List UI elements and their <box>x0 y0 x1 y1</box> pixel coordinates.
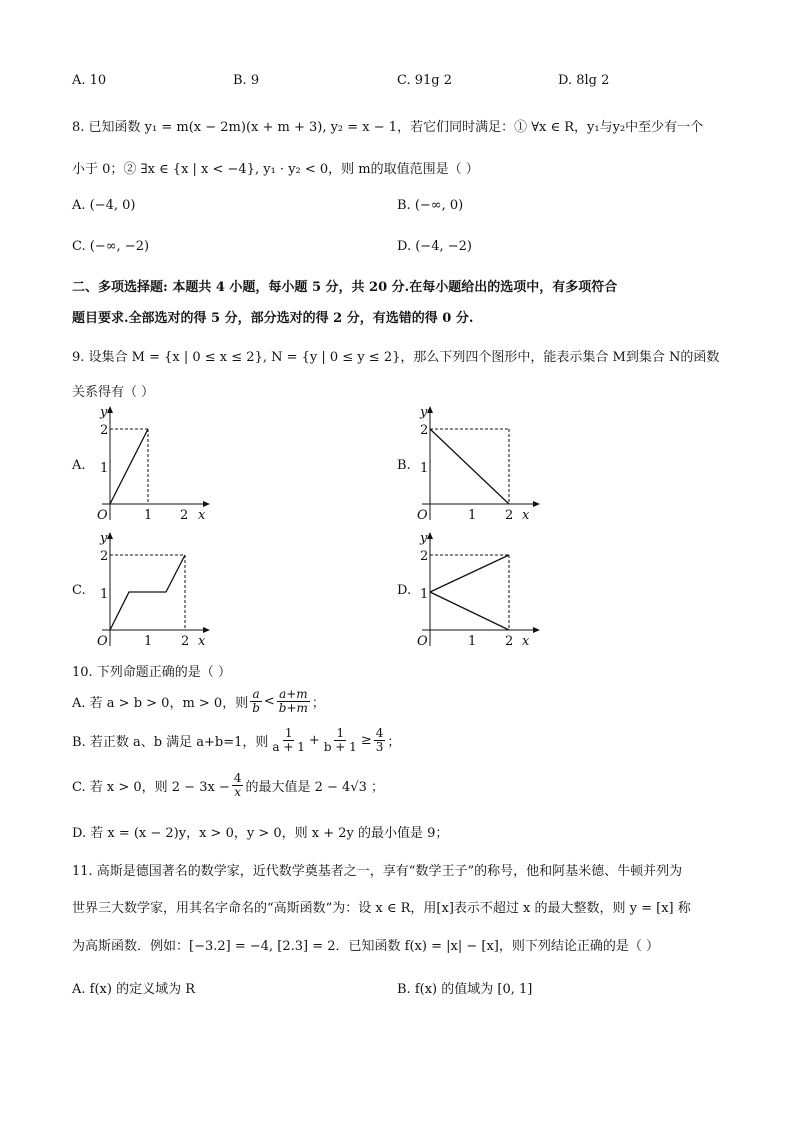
q8-stem-line2: 小于 0；② ∃x ∈ {x | x < −4}, y₁ · y₂ < 0，则 m的取值范围是（ ） <box>72 162 479 177</box>
q10-a-prefix: A. 若 a > b > 0，m > 0，则 <box>72 696 249 712</box>
q8-option-b: B. (−∞, 0) <box>397 198 464 213</box>
function-graph <box>110 555 185 630</box>
q7-option-a: A. 10 <box>72 73 107 88</box>
svg-text:1: 1 <box>144 634 153 649</box>
svg-text:2: 2 <box>181 634 190 649</box>
svg-text:O: O <box>417 508 428 523</box>
q9-stem-line1: 9. 设集合 M = {x | 0 ≤ x ≤ 2}, N = {y | 0 ≤ y ≤ 2}，那么下列四个图形中，能表示集合 M到集合 N的函数 <box>72 350 720 365</box>
q8-stem-line1: 8. 已知函数 y₁ = m(x − 2m)(x + m + 3), y₂ = x − 1，若它们同时满足：① ∀x ∈ R，y₁与y₂中至少有一个 <box>72 120 704 135</box>
y-axis-arrow <box>107 406 113 413</box>
q8-option-d: D. (−4, −2) <box>397 239 472 254</box>
svg-text:y: y <box>100 531 108 546</box>
q9-graph-c <box>88 528 218 652</box>
origin-label: O <box>97 508 108 523</box>
q10-option-d: D. 若 x = (x − 2)y，x > 0，y > 0，则 x + 2y 的最小值是 9； <box>72 826 449 841</box>
q7-option-b: B. 9 <box>233 73 260 88</box>
q10-option-a: A. 若 a > b > 0，m > 0，则 $\frac{a}{b}$ < $\frac{a+m}{b+m}$ ； <box>72 687 325 716</box>
svg-text:y: y <box>420 531 428 546</box>
svg-text:x: x <box>522 508 530 523</box>
svg-text:2: 2 <box>505 634 514 649</box>
q11-option-b: B. f(x) 的值域为 [0, 1] <box>397 982 533 997</box>
q8-option-c: C. (−∞, −2) <box>72 239 150 254</box>
svg-text:2: 2 <box>420 549 429 564</box>
q11-stem-line3: 为高斯函数．例如：[−3.2] = −4, [2.3] = 2．已知函数 f(x) = |x| − [x]，则下列结论正确的是（ ） <box>72 939 659 954</box>
q9-graph-b <box>408 402 548 526</box>
tick-1-y: 1 <box>100 461 109 476</box>
q9-graph-d <box>408 528 548 652</box>
tick-2-x: 2 <box>180 508 189 523</box>
svg-text:2: 2 <box>100 549 109 564</box>
function-graph <box>430 429 509 504</box>
x-axis-arrow <box>203 501 210 507</box>
q7-option-c: C. 91g 2 <box>397 73 453 88</box>
x-label: x <box>198 508 206 523</box>
q10-c-fraction: $\frac{4}{x}$ <box>233 771 242 800</box>
svg-text:1: 1 <box>420 587 429 602</box>
q11-stem-line1: 11. 高斯是德国著名的数学家，近代数学奠基者之一，享有“数学王子”的称号，他和阿基米德、牛顿并列为 <box>72 864 683 879</box>
svg-text:1: 1 <box>468 508 477 523</box>
q11-stem-line2: 世界三大数学家，用其名字命名的“高斯函数”为：设 x ∈ R，用[x]表示不超过 x 的最大整数，则 y = [x] 称 <box>72 901 691 916</box>
graph-lower-branch <box>430 592 509 630</box>
q11-option-a: A. f(x) 的定义域为 R <box>72 982 195 997</box>
graph-upper-branch <box>430 555 509 592</box>
q8-option-a: A. (−4, 0) <box>72 198 136 213</box>
q10-stem: 10. 下列命题正确的是（ ） <box>72 665 231 680</box>
y-label: y <box>100 405 108 420</box>
q10-option-b: B. 若正数 a、b 满足 a+b=1，则 $\frac{1}{a + 1}$ + $\frac{1}{b + 1}$ ≥ $\frac{4}{3}$ ； <box>72 726 401 755</box>
q9-graph-b-label: B. <box>397 458 411 473</box>
q9-graph-a <box>88 402 218 526</box>
svg-text:1: 1 <box>468 634 477 649</box>
q10-option-c: C. 若 x > 0，则 2 − 3x − $\frac{4}{x}$ 的最大值是 2 − 4√3 ； <box>72 771 385 800</box>
q9-stem-line2: 关系得有（ ） <box>72 385 155 400</box>
svg-text:x: x <box>522 634 530 649</box>
q9-graph-a-label: A. <box>72 458 86 473</box>
svg-text:2: 2 <box>505 508 514 523</box>
q7-option-d: D. 8lg 2 <box>558 73 610 88</box>
q10-c-prefix: C. 若 x > 0，则 2 − 3x − <box>72 780 230 796</box>
function-graph <box>110 429 148 504</box>
tick-2-y: 2 <box>100 423 109 438</box>
section2-heading-line1: 二、多项选择题: 本题共 4 小题，每小题 5 分，共 20 分.在每小题给出的选项中，有多项符合 <box>72 280 618 295</box>
svg-text:x: x <box>198 634 206 649</box>
q9-graph-c-label: C. <box>72 583 86 598</box>
svg-text:2: 2 <box>420 423 429 438</box>
section2-heading-line2: 题目要求.全部选对的得 5 分，部分选对的得 2 分，有选错的得 0 分. <box>72 311 474 326</box>
q10-a-fraction-1: $\frac{a}{b}$ <box>252 687 260 716</box>
svg-text:O: O <box>97 634 108 649</box>
q9-graph-d-label: D. <box>397 583 412 598</box>
q10-b-fraction-2: $\frac{1}{b + 1}$ <box>323 726 357 755</box>
q10-b-prefix: B. 若正数 a、b 满足 a+b=1，则 <box>72 735 269 751</box>
tick-1-x: 1 <box>144 508 153 523</box>
q10-b-fraction-3: $\frac{4}{3}$ <box>375 726 384 755</box>
svg-text:y: y <box>420 405 428 420</box>
svg-text:1: 1 <box>100 587 109 602</box>
q10-a-fraction-2: $\frac{a+m}{b+m}$ <box>278 687 308 716</box>
svg-text:1: 1 <box>420 461 429 476</box>
svg-text:O: O <box>417 634 428 649</box>
q10-b-fraction-1: $\frac{1}{a + 1}$ <box>272 726 305 755</box>
